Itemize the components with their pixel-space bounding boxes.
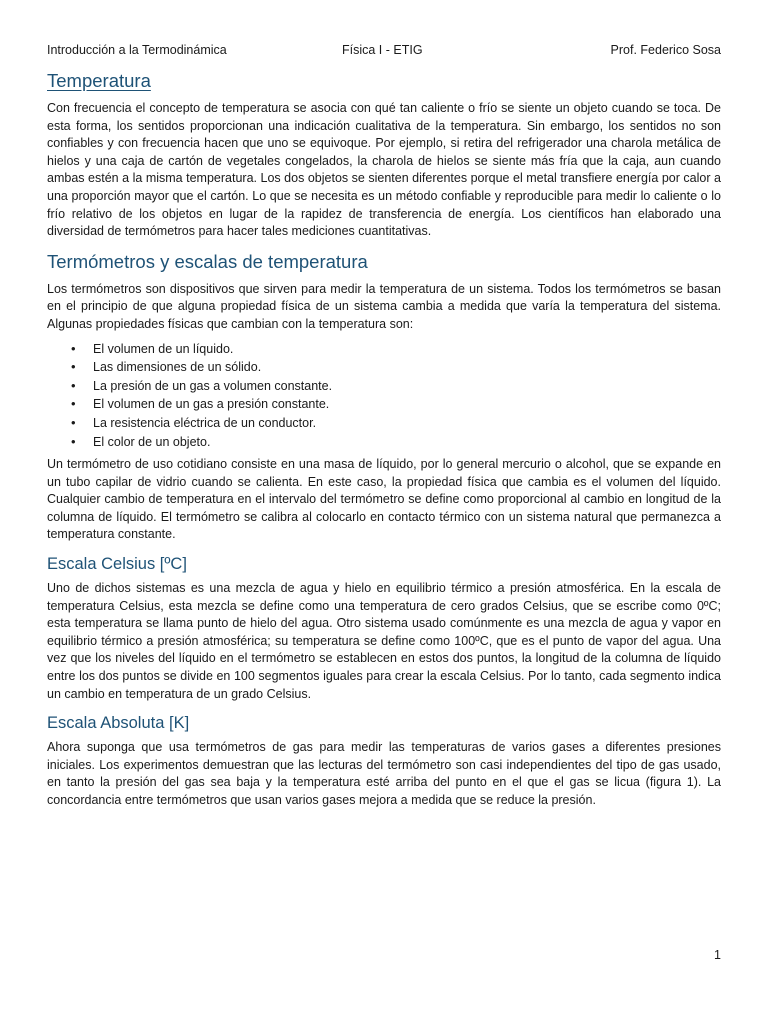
page-header: [47, 42, 721, 60]
header-course-title: Introducción a la Termodinámica: [47, 43, 227, 57]
header-professor: Prof. Federico Sosa: [610, 43, 721, 57]
paragraph-absoluta: Ahora suponga que usa termómetros de gas para medir las temperaturas de varios gases a diferentes presiones iniciales. Los experimentos demuestran que las lecturas del termómetro son casi independientes del tipo de gas usado, en tanto la presión del gas sea baja y la temperatura esté arriba del punto en el que el gas se licua (figura 1). La concordancia entre termómetros que usan varios gases mejora a medida que se reduce la presión.: [47, 740, 721, 807]
paragraph-temperatura: Con frecuencia el concepto de temperatura se asocia con qué tan caliente o frío se siente un objeto cuando se toca. De esta forma, los sentidos proporcionan una indicación cualitativa de la temperatura. Sin embargo, los sentidos no son confiables y con frecuencia hacen que uno se equivoque. Por ejemplo, si retira del refrigerador una charola metálica de hielos y una caja de cartón de vegetales congelados, la charola de hielos se siente más fría que la caja, aun cuando ambas estén a la misma temperatura. Los dos objetos se sienten diferentes porque el metal transfiere energía por calor a una proporción mayor que el cartón. Lo que se necesita es un método confiable y reproducible para medir lo caliente o lo frío relativo de los objetos en lugar de la rapidez de transferencia de energía. Los científicos han elaborado una diversidad de termómetros para hacer tales mediciones cuantitativas.: [47, 101, 721, 239]
paragraph-celsius: Uno de dichos sistemas es una mezcla de agua y hielo en equilibrio térmico a presión atmosférica. En la escala de temperatura Celsius, esta mezcla se define como una temperatura de cero grados Celsius, que se escribe como 0ºC; esta temperatura se llama punto de hielo del agua. Otro sistema usado comúnmente es una mezcla de agua y vapor en equilibrio térmico a presión atmosférica; su temperatura se define como 100ºC, que es el punto de vapor del agua. Una vez que los niveles del líquido en el termómetro se establecen en estos dos puntos, la longitud de la columna de líquido entre los dos puntos se divide en 100 segmentos iguales para crear la escala Celsius. Por lo tanto, cada segmento indica un cambio en temperatura de un grado Celsius.: [47, 581, 721, 701]
list-item: • El volumen de un gas a presión constante.: [93, 395, 721, 414]
list-item: • Las dimensiones de un sólido.: [93, 358, 721, 377]
list-item: • El volumen de un líquido.: [93, 340, 721, 359]
paragraph-termometros-body: Un termómetro de uso cotidiano consiste en una masa de líquido, por lo general mercurio o alcohol, que se expande en un tubo capilar de vidrio cuando se calienta. En este caso, la propiedad física que cambia es el volumen del líquido. Cualquier cambio de temperatura en el intervalo del termómetro se define como proporcional al cambio en longitud de la columna de líquido. El termómetro se calibra al colocarlo en contacto térmico con un sistema natural que permanezca a temperatura constante.: [47, 457, 721, 542]
paragraph-termometros-intro: Los termómetros son dispositivos que sirven para medir la temperatura de un sistema. Todos los termómetros se basan en el principio de que alguna propiedad física de un sistema cambia a medida que varía la temperatura del sistema. Algunas propiedades físicas que cambian con la temperatura son:: [47, 281, 721, 331]
list-item: • La presión de un gas a volumen constante.: [93, 377, 721, 396]
section-title-termometros: Termómetros y escalas de temperatura: [47, 250, 368, 272]
list-item: • El color de un objeto.: [93, 433, 721, 452]
page-number: 1: [714, 948, 721, 962]
document-page: [47, 42, 721, 816]
list-item: • La resistencia eléctrica de un conductor.: [93, 414, 721, 433]
header-subject: Física I - ETIG: [342, 43, 423, 57]
properties-list: [47, 340, 721, 452]
section-title-temperatura: Temperatura: [47, 70, 151, 91]
section-title-celsius: Escala Celsius [ºC]: [47, 555, 187, 574]
section-title-absoluta: Escala Absoluta [K]: [47, 714, 190, 733]
